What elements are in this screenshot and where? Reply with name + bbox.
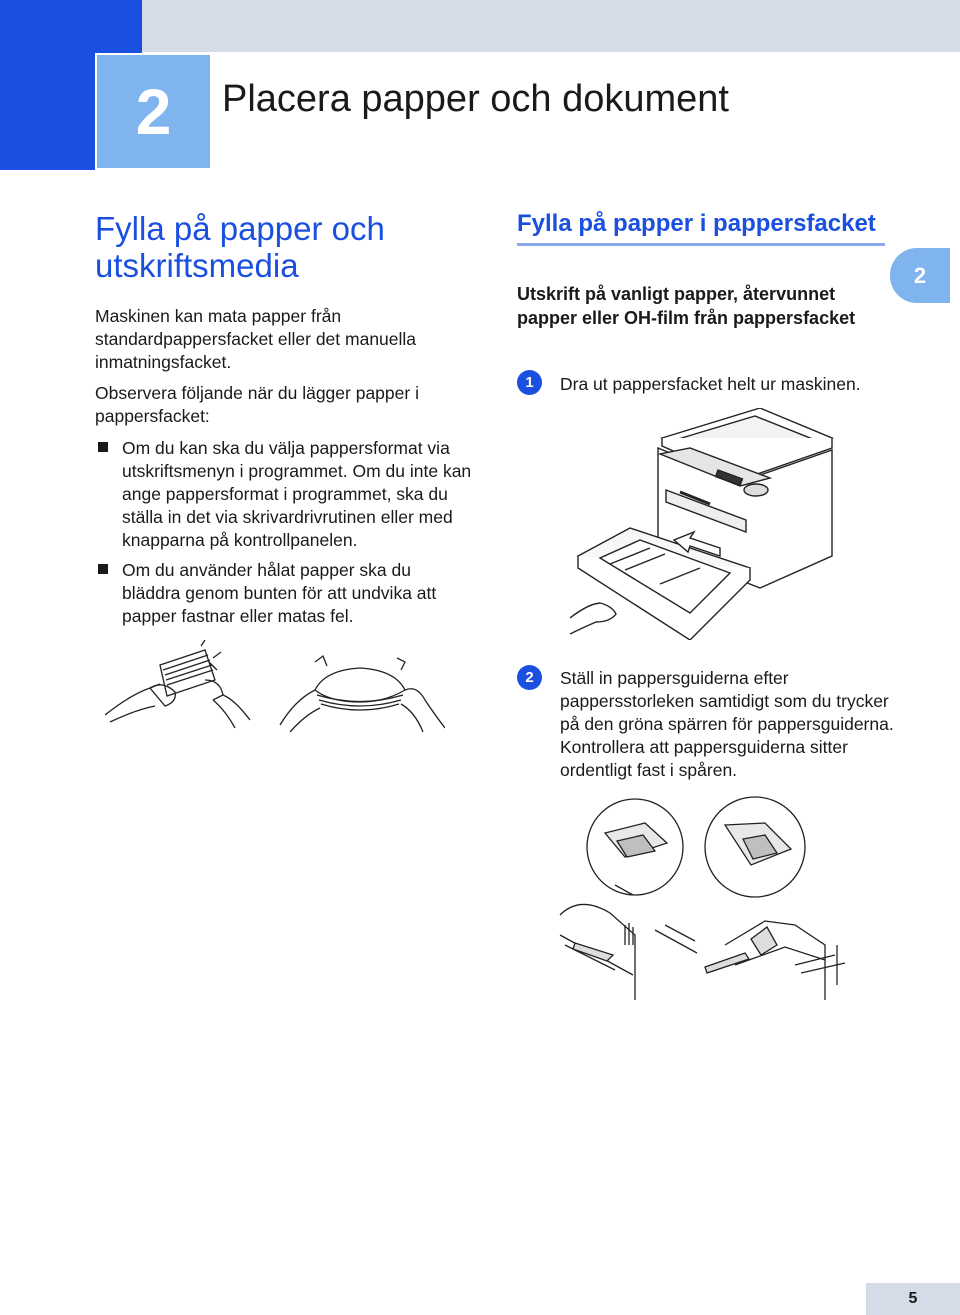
bullet-text: Om du kan ska du välja pappersformat via utskriftsmenyn i programmet. Om du inte kan ange pappersformat i programmet, ska du ställa in det via skrivardrivrutinen eller med knapparna på kontrollpanelen.: [122, 438, 472, 550]
step-2-badge: 2: [517, 665, 542, 690]
header-grey-bar: [142, 0, 960, 52]
bullet-square-icon: [98, 442, 108, 452]
page-number: 5: [908, 1290, 918, 1307]
fanning-paper-illustration: [105, 640, 445, 732]
step-2-text: Ställ in pappersguiderna efter pappersstorleken samtidigt som du trycker på den gröna spärren för pappersguiderna. Kontrollera att pappersguiderna sitter ordentligt fast i spåren.: [560, 668, 894, 780]
chapter-title: Placera papper och dokument: [222, 78, 729, 120]
subsection-title: Fylla på papper i pappersfacket: [517, 210, 885, 246]
chapter-number-box: [95, 53, 212, 170]
printer-tray-illustration: [570, 408, 840, 640]
section-title: Fylla på papper och utskriftsmedia: [95, 210, 385, 284]
intro-paragraph-2: Observera följande när du lägger papper i pappersfacket:: [95, 383, 419, 426]
subsubsection-title: Utskrift på vanligt papper, återvunnet papper eller OH-film från pappersfacket: [517, 284, 856, 328]
page-number-box: [866, 1283, 960, 1315]
paper-guides-illustration: [555, 795, 855, 1000]
bullet-square-icon: [98, 564, 108, 574]
step-1-text: Dra ut pappersfacket helt ur maskinen.: [560, 374, 861, 394]
bullet-text: Om du använder hålat papper ska du bläddra genom bunten för att undvika att papper fastnar eller matas fel.: [122, 560, 437, 626]
step-1-badge: 1: [517, 370, 542, 395]
chapter-number: 2: [135, 75, 172, 148]
chapter-side-tab: [890, 248, 950, 303]
intro-paragraph-1: Maskinen kan mata papper från standardpappersfacket eller det manuella inmatningsfacket.: [95, 306, 417, 372]
side-tab-number: 2: [913, 262, 927, 288]
